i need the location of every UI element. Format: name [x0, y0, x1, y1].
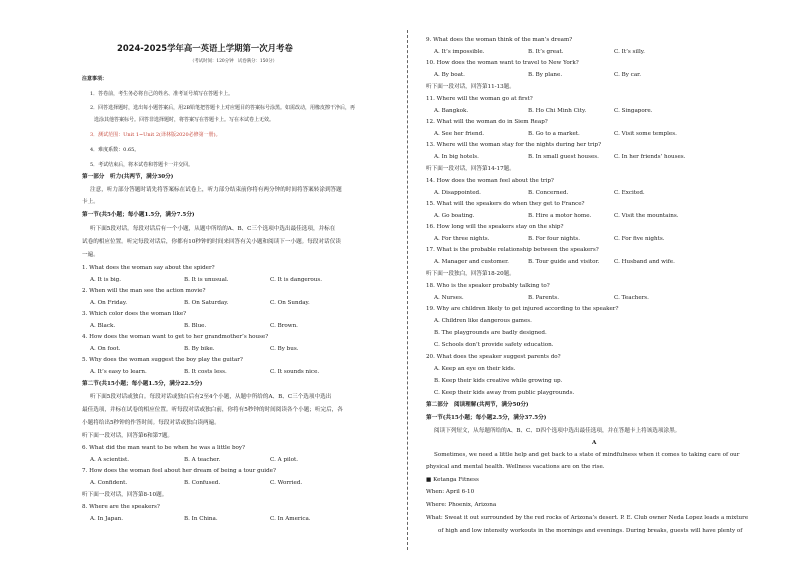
question-stem: 13. Where will the woman stay for the nights during her trip?: [426, 142, 602, 148]
option-b[interactable]: B. By plane.: [528, 72, 563, 78]
option-b[interactable]: B. For four nights.: [528, 236, 581, 242]
section1-intro: 一遍。: [82, 252, 99, 258]
question-stem: 6. What did the man want to be when he was a little boy?: [82, 445, 246, 451]
option-c[interactable]: C. Visit some temples.: [614, 131, 677, 137]
option-a[interactable]: A. In big hotels.: [434, 154, 479, 160]
option-c[interactable]: C. Teachers.: [614, 295, 649, 301]
part2-heading: 第二部分 阅读理解(共两节，满分50分): [426, 402, 529, 408]
question-stem: 1. What does the woman say about the spider?: [82, 265, 215, 271]
section1-intro: 试卷的相应位置。听完每段对话后，你都有10秒钟的时间来回答有关小题和阅读下一小题。每段对话仅读: [82, 239, 341, 245]
option-b[interactable]: B. On Saturday.: [184, 300, 229, 306]
option-c[interactable]: C. Singapore.: [614, 108, 653, 114]
option-b[interactable]: B. It’s great.: [528, 49, 564, 55]
listen-instruction: 听下面一段对话，回答第8-10题。: [82, 492, 168, 498]
part1-intro: 卡上。: [82, 199, 99, 205]
option-b[interactable]: B. Hire a motor home.: [528, 213, 592, 219]
option-a[interactable]: A. A scientist.: [90, 457, 130, 463]
passage-label: A: [592, 440, 597, 446]
option-c[interactable]: C. On Sunday.: [270, 300, 310, 306]
option-c[interactable]: C. In America.: [270, 516, 311, 522]
option-a[interactable]: A. Disappointed.: [434, 190, 481, 196]
option-b[interactable]: B. Parents.: [528, 295, 559, 301]
option-a[interactable]: A. On Friday.: [90, 300, 128, 306]
option-b[interactable]: B. Concerned.: [528, 190, 569, 196]
option-a[interactable]: A. Black.: [90, 323, 116, 329]
item-where: Where: Phoenix, Arizona: [426, 502, 497, 508]
option-b[interactable]: B. Go to a market.: [528, 131, 580, 137]
option-c[interactable]: C. Husband and wife.: [614, 259, 675, 265]
option-a[interactable]: A. In Japan.: [90, 516, 124, 522]
question-stem: 8. Where are the speakers?: [82, 504, 160, 510]
question-stem: 9. What does the woman think of the man’s dream?: [426, 37, 573, 43]
option-b[interactable]: B. In small guest houses.: [528, 154, 599, 160]
note-item: 选涂其他答案标号。回答非选择题时，将答案写在答题卡上。写在本试卷上无效。: [94, 117, 275, 123]
option-c[interactable]: C. A pilot.: [270, 457, 299, 463]
section2-intro: 小题将给出5秒钟的作答时间。每段对话或独白读两遍。: [82, 420, 220, 426]
option-b[interactable]: B. Tour guide and visitor.: [528, 259, 600, 265]
section1-intro: 听下面5段对话。每段对话后有一个小题，从题中所给的A、B、C三个选项中选出最佳选项，并标在: [90, 226, 336, 232]
note-item-scope: 3．测试范围：Unit 1~Unit 2(译林版2020必修第一册)。: [90, 132, 221, 138]
question-stem: 4. How does the woman want to get to her grandmother’s house?: [82, 334, 269, 340]
option-c[interactable]: C. Keep their kids away from public playgrounds.: [434, 390, 575, 396]
question-stem: 2. When will the man see the action movie?: [82, 288, 206, 294]
question-stem: 14. How does the woman feel about the trip?: [426, 178, 554, 184]
option-b[interactable]: B. A teacher.: [184, 457, 221, 463]
option-c[interactable]: C. It is dangerous.: [270, 277, 323, 283]
option-c[interactable]: C. Schools don’t provide safety education.: [434, 342, 554, 348]
question-stem: 3. Which color does the woman like?: [82, 311, 187, 317]
option-a[interactable]: A. Bangkok.: [434, 108, 469, 114]
passage-text: Sometimes, we need a little help and get back to a state of mindfulness when it comes to taking care of our: [434, 452, 740, 458]
listen-instruction: 听下面一段对话，回答第11-13题。: [426, 84, 515, 90]
section1-heading: 第一节(共5小题；每小题1.5分，满分7.5分): [82, 212, 195, 218]
note-item: 5．考试结束后，将本试卷和答题卡一并交回。: [90, 162, 194, 168]
question-stem: 7. How does the woman feel about her dream of being a tour guide?: [82, 468, 276, 474]
item-what: What: Sweat it out surrounded by the red rocks of Arizona’s desert. P. E. Club owner Neda Lopez leads a mixture: [426, 515, 749, 521]
question-stem: 19. Why are children likely to get injured according to the speaker?: [426, 306, 619, 312]
question-stem: 20. What does the speaker suggest parents do?: [426, 354, 561, 360]
question-stem: 5. Why does the woman suggest the boy play the guitar?: [82, 357, 243, 363]
exam-subtitle: （考试时间：120分钟 试卷满分：150分）: [190, 59, 278, 64]
question-stem: 17. What is the probable relationship between the speakers?: [426, 247, 599, 253]
option-b[interactable]: B. By bike.: [184, 346, 215, 352]
reading-section1-intro: 阅读下列短文，从每题所给的A、B、C、D四个选项中选出最佳选项，并在答题卡上将该选项涂黑。: [434, 428, 681, 434]
option-a[interactable]: A. By boat.: [434, 72, 465, 78]
item-title: ■ Ketanga Fitness: [426, 477, 479, 483]
option-b[interactable]: B. It is unusual.: [184, 277, 229, 283]
option-a[interactable]: A. Nurses.: [434, 295, 464, 301]
option-c[interactable]: C. It’s silly.: [614, 49, 645, 55]
option-b[interactable]: B. Keep their kids creative while growing up.: [434, 378, 563, 384]
exam-title: 2024-2025学年高一英语上学期第一次月考卷: [117, 43, 293, 53]
option-b[interactable]: B. It costs less.: [184, 369, 227, 375]
listen-instruction: 听下面一段对话，回答第14-17题。: [426, 166, 515, 172]
question-stem: 10. How does the woman want to travel to New York?: [426, 60, 579, 66]
option-a[interactable]: A. On foot.: [90, 346, 121, 352]
passage-text: physical and mental health. Wellness vacations are on the rise.: [426, 464, 605, 470]
option-b[interactable]: B. The playgrounds are badly designed.: [434, 330, 547, 336]
option-c[interactable]: C. In her friends’ houses.: [614, 154, 686, 160]
part1-intro: 注意，听力部分答题时请先将答案标在试卷上，听力部分结束前你将有两分钟的时间将答案转涂到答题: [90, 187, 342, 193]
question-stem: 16. How long will the speakers stay on the ship?: [426, 224, 564, 230]
option-c[interactable]: C. It sounds nice.: [270, 369, 320, 375]
option-c[interactable]: C. By bus.: [270, 346, 299, 352]
option-c[interactable]: C. Brown.: [270, 323, 298, 329]
option-a[interactable]: A. It’s easy to learn.: [90, 369, 147, 375]
option-a[interactable]: A. It is big.: [90, 277, 121, 283]
option-a[interactable]: A. Manager and customer.: [434, 259, 509, 265]
section2-intro: 听下面5段对话或独白。每段对话或独白后有2至4个小题，从题中所给的A、B、C三个选项中选出: [90, 394, 332, 400]
option-a[interactable]: A. Go boating.: [434, 213, 475, 219]
note-item: 2．回答选择题时，选出每小题答案后，用2B铅笔把答题卡上对应题目的答案标号涂黑。如需改动，用橡皮擦干净后，再: [90, 105, 356, 111]
option-c[interactable]: C. Visit the mountains.: [614, 213, 679, 219]
option-c[interactable]: C. Worried.: [270, 480, 303, 486]
part1-heading: 第一部分 听力(共两节，满分30分): [82, 174, 174, 180]
option-c[interactable]: C. For five nights.: [614, 236, 665, 242]
listen-instruction: 听下面一段对话，回答第6和第7题。: [82, 433, 174, 439]
option-b[interactable]: B. Ho Chi Minh City.: [528, 108, 587, 114]
section2-heading: 第二节(共15小题；每小题1.5分，满分22.5分): [82, 381, 203, 387]
option-a[interactable]: A. Keep an eye on their kids.: [434, 366, 516, 372]
section2-intro: 最佳选项，并标在试卷的相应位置。听每段对话或独白前，你将有5秒钟的时间阅读各个小题；听完后，各: [82, 407, 343, 413]
question-stem: 18. Who is the speaker probably talking to?: [426, 283, 550, 289]
option-a[interactable]: A. It’s impossible.: [434, 49, 485, 55]
item-when: When: April 6-10: [426, 489, 475, 495]
option-a[interactable]: A. Children like dangerous games.: [434, 318, 532, 324]
item-what: of high and low intensity workouts in the mornings and evenings. During breaks, guests will have plenty of: [438, 528, 743, 534]
question-stem: 11. Where will the woman go at first?: [426, 96, 533, 102]
option-b[interactable]: B. Confused.: [184, 480, 221, 486]
option-c[interactable]: C. By car.: [614, 72, 641, 78]
option-b[interactable]: B. Blue.: [184, 323, 207, 329]
option-b[interactable]: B. In China.: [184, 516, 218, 522]
column-divider: [407, 30, 408, 550]
option-a[interactable]: A. See her friend.: [434, 131, 484, 137]
option-a[interactable]: A. For three nights.: [434, 236, 490, 242]
option-c[interactable]: C. Excited.: [614, 190, 645, 196]
reading-section1-heading: 第一节(共15小题；每小题2.5分，满分37.5分): [426, 415, 547, 421]
question-stem: 15. What will the speakers do when they get to France?: [426, 201, 585, 207]
option-a[interactable]: A. Confident.: [90, 480, 128, 486]
listen-instruction: 听下面一段独白，回答第18-20题。: [426, 271, 515, 277]
question-stem: 12. What will the woman do in Siem Reap?: [426, 119, 548, 125]
notes-heading: 注意事项：: [82, 76, 108, 82]
note-item: 4．难度系数：0.65。: [90, 147, 140, 153]
note-item: 1．答卷前，考生务必将自己的姓名、准考证号填写在答题卡上。: [90, 91, 234, 97]
